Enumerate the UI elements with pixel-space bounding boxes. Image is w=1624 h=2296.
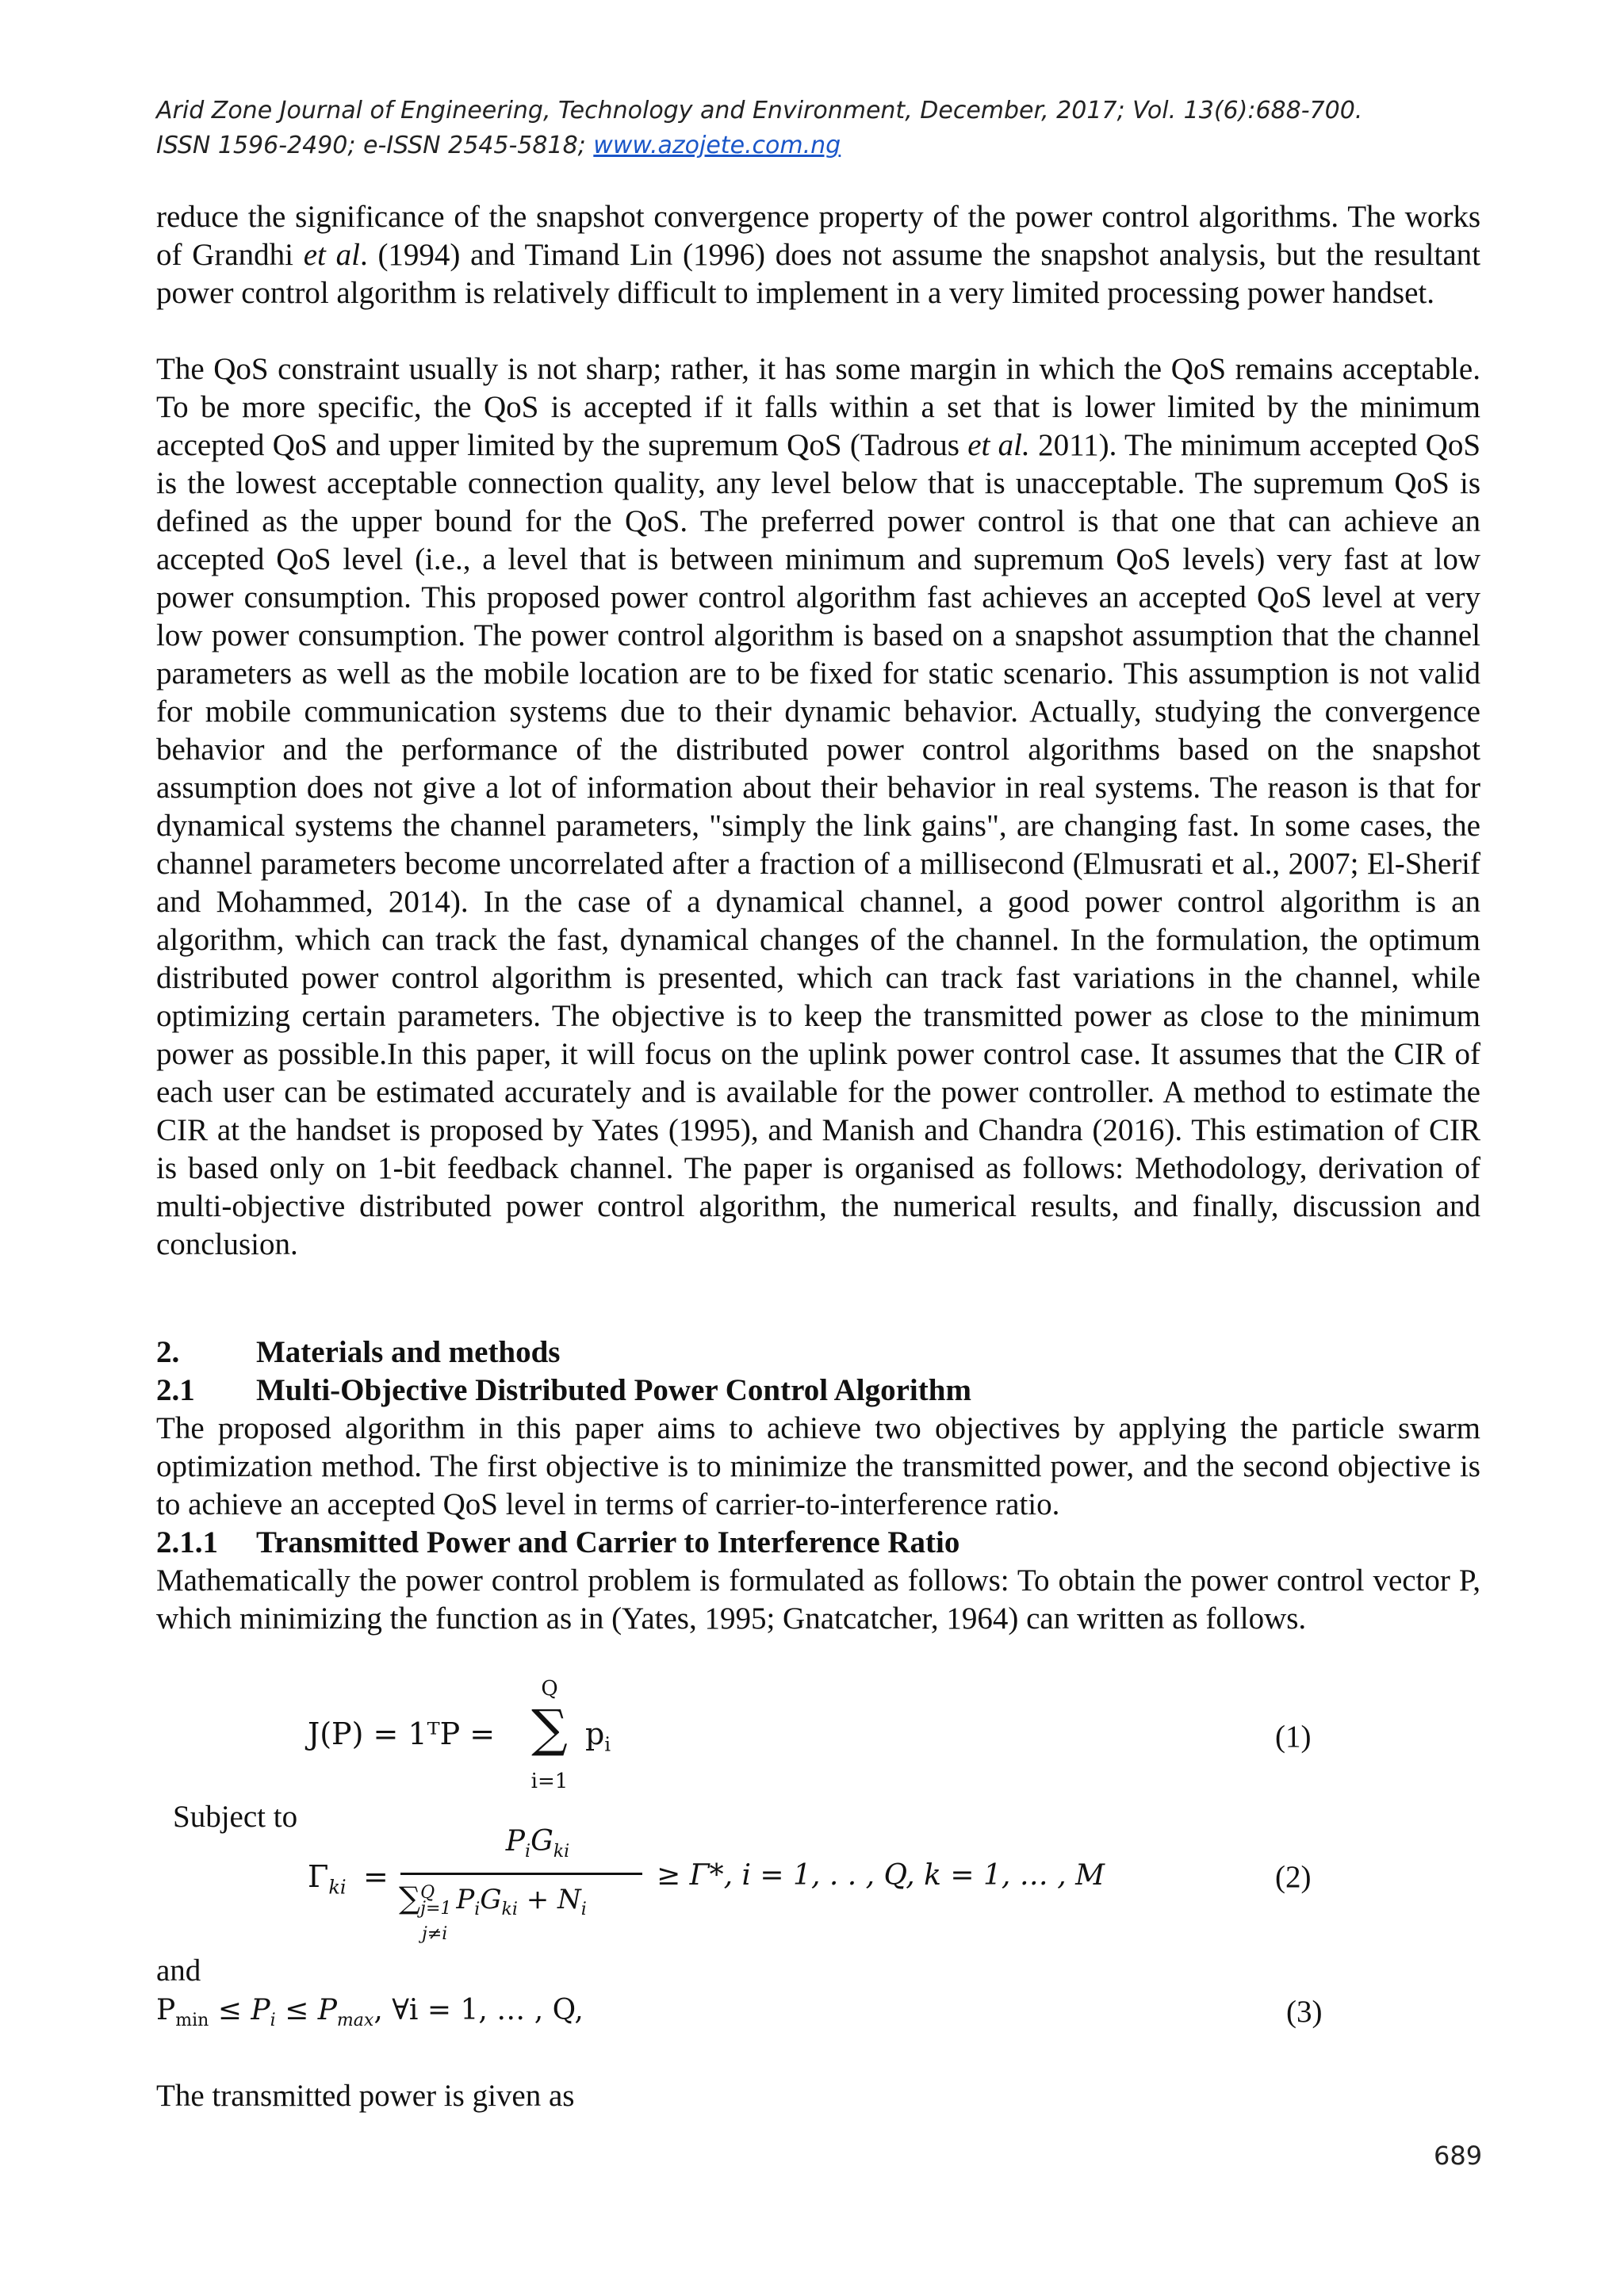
eq3-pmax: ≤ P — [275, 1994, 337, 2026]
eq1-sum-top: Q — [541, 1677, 558, 1701]
den-term-p-sub: i — [474, 1899, 481, 1919]
journal-link[interactable]: www.azojete.com.ng — [593, 132, 841, 159]
fraction-bar — [400, 1873, 642, 1875]
paragraph-1 — [156, 198, 1480, 312]
den-sum-sub: j=1 — [420, 1899, 452, 1919]
equation-number-1: (1) — [1275, 1720, 1312, 1754]
paragraph-2 — [156, 350, 1480, 1264]
den-summation-symbol: ∑ — [399, 1881, 421, 1915]
section-number: 2.1 — [156, 1373, 195, 1407]
eq2-denominator — [399, 1881, 587, 1919]
journal-header — [156, 94, 1504, 163]
eq2-num-p: P — [505, 1825, 526, 1858]
page-number: 689 — [1434, 2141, 1483, 2171]
eq2-num-p-sub: i — [525, 1842, 531, 1862]
paragraph-5: The transmitted power is given as — [156, 2079, 575, 2113]
para2-text-b: 2011). The minimum accepted QoS is the lowest acceptable connection quality, any level below that is unacceptable. The supremum QoS is defined as the upper bound for the QoS. The preferred power control is that one that can achieve an accepted QoS level (i.e., a level that is between minimum and supremum QoS levels) very fast at low power consumption. This proposed power control algorithm fast achieves an accepted QoS level at very low power consumption. The power control algorithm is based on a snapshot assumption that the channel parameters as well as the mobile location are to be fixed for static scenario. This assumption is not valid for mobile communication systems due to their dynamic behavior. Actually, studying the convergence behavior and the performance of the distributed power control algorithms based on the snapshot assumption does not give a lot of information about their behavior in real systems. The reason is that for dynamical systems the channel parameters, "simply the link gains", are changing fast. In some cases, the channel parameters become uncorrelated after a fraction of a millisecond (Elmusrati et al., 2007; El-Sherif and Mohammed, 2014). In the case of a dynamical channel, a good power control algorithm is an algorithm, which can track the fast, dynamical changes of the channel. In the formulation, the optimum distributed power control algorithm is presented, which can track fast variations in the channel, while optimizing certain parameters. The objective is to keep the transmitted power as close to the minimum power as possible.In this paper, it will focus on the uplink power control case. It assumes that the CIR of each user can be estimated accurately and is available for the power controller. A method to estimate the CIR at the handset is proposed by Yates (1995), and Manish and Chandra (2016). This estimation of CIR is based only on 1-bit feedback channel. The paper is organised as follows: Methodology, derivation of multi-objective distributed power control algorithm, the numerical results, and finally, discussion and conclusion. — [156, 428, 1481, 1261]
eq3-p: P — [156, 1994, 176, 2026]
den-term-g-sub: ki — [501, 1899, 518, 1919]
den-sum-sup: Q — [420, 1883, 435, 1903]
section-heading-2-1-1 — [156, 1524, 959, 1562]
section-title: Transmitted Power and Carrier to Interference Ratio — [256, 1525, 960, 1559]
eq1-term-p: p — [585, 1716, 605, 1751]
para2-em: et al. — [967, 428, 1030, 462]
para4-text: Mathematically the power control problem is formulated as follows: To obtain the power control vector P, which minimizing the function as in (Yates, 1995; Gnatcatcher, 1964) can written as follows. — [156, 1563, 1480, 1636]
paragraph-3 — [156, 1410, 1480, 1524]
eq1-sum-bottom: i=1 — [530, 1770, 569, 1793]
eq3-pmax-sub: max — [336, 2011, 374, 2031]
eq3-p-min-sub: min — [175, 2011, 209, 2031]
eq3-expression — [156, 1994, 584, 2030]
eq1-term-sub: i — [604, 1733, 611, 1756]
eq1-term — [585, 1716, 611, 1756]
para1-em: et al — [303, 238, 360, 272]
eq2-under-condition: j≠i — [422, 1924, 448, 1944]
eq3-pi: ≤ P — [209, 1994, 270, 2026]
eq1-lhs: J(P) = 1ᵀP = — [308, 1716, 496, 1751]
eq3-range: , ∀i = 1, … , Q, — [373, 1994, 584, 2026]
section-number: 2. — [156, 1335, 180, 1369]
eq2-num-g: G — [530, 1825, 553, 1858]
and-label: and — [156, 1954, 201, 1988]
section-title: Materials and methods — [256, 1335, 561, 1369]
eq2-lhs — [308, 1859, 347, 1899]
eq2-equals: = — [363, 1859, 389, 1894]
header-line-2 — [156, 128, 1504, 163]
equation-number-2: (2) — [1275, 1860, 1312, 1894]
den-term-g: G — [480, 1884, 502, 1915]
issn-text: ISSN 1596-2490; e-ISSN 2545-5818; — [156, 132, 594, 159]
equation-number-3: (3) — [1286, 1995, 1323, 2029]
paragraph-4 — [156, 1562, 1480, 1638]
den-plus-n: + N — [517, 1884, 581, 1915]
header-line-1: Arid Zone Journal of Engineering, Technology and Environment, December, 2017; Vol. 13(6):688-700. — [156, 97, 1363, 124]
para1-text-a: reduce the significance of the snapshot convergence property of the power control algorithms. The works of Grandhi — [156, 200, 1480, 272]
gamma-symbol: Γ — [308, 1859, 329, 1894]
eq2-lhs-sub: ki — [328, 1876, 347, 1899]
subject-to-label: Subject to — [173, 1800, 298, 1834]
summation-symbol: ∑ — [531, 1700, 568, 1758]
eq3-pi-sub: i — [270, 2011, 276, 2031]
section-heading-2 — [156, 1334, 561, 1372]
section-title: Multi-Objective Distributed Power Control Algorithm — [256, 1373, 971, 1407]
para1-text-b: . (1994) and Timand Lin (1996) does not assume the snapshot analysis, but the resultant power control algorithm is relatively difficult to implement in a very limited processing power handset. — [156, 238, 1481, 310]
section-number: 2.1.1 — [156, 1525, 218, 1559]
section-heading-2-1 — [156, 1372, 971, 1410]
den-term-p: P — [456, 1884, 475, 1915]
eq2-num-g-sub: ki — [553, 1842, 570, 1862]
eq2-numerator — [435, 1825, 641, 1862]
para3-text: The proposed algorithm in this paper aims to achieve two objectives by applying the particle swarm optimization method. The first objective is to minimize the transmitted power, and the second objective is to achieve an accepted QoS level in terms of carrier-to-interference ratio. — [156, 1411, 1480, 1521]
para2-text-a: The QoS constraint usually is not sharp; rather, it has some margin in which the QoS remains acceptable. To be more specific, the QoS is accepted if it falls within a set that is lower limited by the minimum accepted QoS and upper limited by the supremum QoS (Tadrous — [156, 352, 1480, 462]
den-n-sub: i — [580, 1899, 587, 1919]
eq2-rhs: ≥ Γ*, i = 1, . . , Q, k = 1, … , M — [657, 1859, 1105, 1892]
